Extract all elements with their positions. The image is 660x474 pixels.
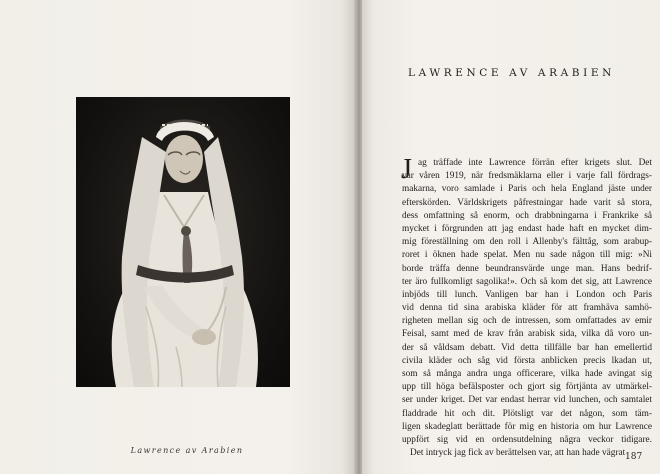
text-line: der så våldsam debatt. Vid detta tillfälle bar han emellertid <box>402 342 652 353</box>
portrait-illustration <box>76 97 290 387</box>
text-line: som så många andra unga officerare, vilka hade avingat sig <box>402 369 652 379</box>
text-line: ligen skadeglatt berättade för mig en historia om hur Lawrence <box>402 421 652 432</box>
text-line: Det intryck jag fick av berättelsen var, att han hade vägrat <box>410 448 626 459</box>
text-line: roret i öknen hade spelat. Men nu sade någon till mig: »Ni <box>402 250 652 261</box>
text-line: var våren 1919, när fredsmäklarna eller i varje fall fördrags- <box>402 171 652 182</box>
drop-cap: J <box>401 154 412 185</box>
text-line: borde träffa denne beundransvärde unge man. Hans bedrif- <box>402 263 652 274</box>
chapter-heading: LAWRENCE AV ARABIEN <box>408 67 615 79</box>
portrait-photo <box>76 97 290 387</box>
text-line: ter äro fullkomligt sagolika!». Och så kom det sig, att Lawrence <box>402 276 652 287</box>
text-line: Feisal, samt med de krav från arabisk sida, vilka då voro un- <box>402 329 652 340</box>
text-line: mig föreställning om den roll i Allenby's fälttåg, som arabup- <box>402 237 652 248</box>
text-line: dess omfattning så enorm, och drabbningarna i Frankrike så <box>402 210 652 221</box>
text-line: efterskörden. Världskrigets påfrestningar hade varit så stora, <box>402 197 652 208</box>
body-text <box>401 154 652 460</box>
text-line: vid denna tid sina arabiska kläder för att framhäva samhö- <box>402 303 652 314</box>
photo-caption: Lawrence av Arabien <box>130 446 244 455</box>
text-line: mycket i förgrunden att jag endast hade haft en mycket dim- <box>402 223 652 234</box>
text-line: ag träffade inte Lawrence förrän efter krigets slut. Det <box>418 158 652 168</box>
text-line: ser under kriget. Det var endast herrar vid lunchen, och samtalet <box>402 395 652 406</box>
page-number: 187 <box>625 452 643 462</box>
text-line: makarna, voro samlade i Paris och hela England jäste under <box>402 184 652 195</box>
text-line: fladdrade hit och dit. Plötsligt var det någon, som täm- <box>402 408 652 419</box>
text-line: righeten mellan sig och de intressen, som omfattades av emir <box>402 316 652 327</box>
text-line: civila kläder och såg vid första anblicken precis lkadan ut, <box>402 355 652 366</box>
text-line: uppfört sig vid en ordensutdelning några veckor tidigare. <box>402 434 652 445</box>
text-line: inbjöds till lunch. Vanligen bar han i London och Paris <box>402 289 652 300</box>
text-line: upp till höga befälsposter och gjort sig förtjänta av utmärkel- <box>402 382 652 393</box>
